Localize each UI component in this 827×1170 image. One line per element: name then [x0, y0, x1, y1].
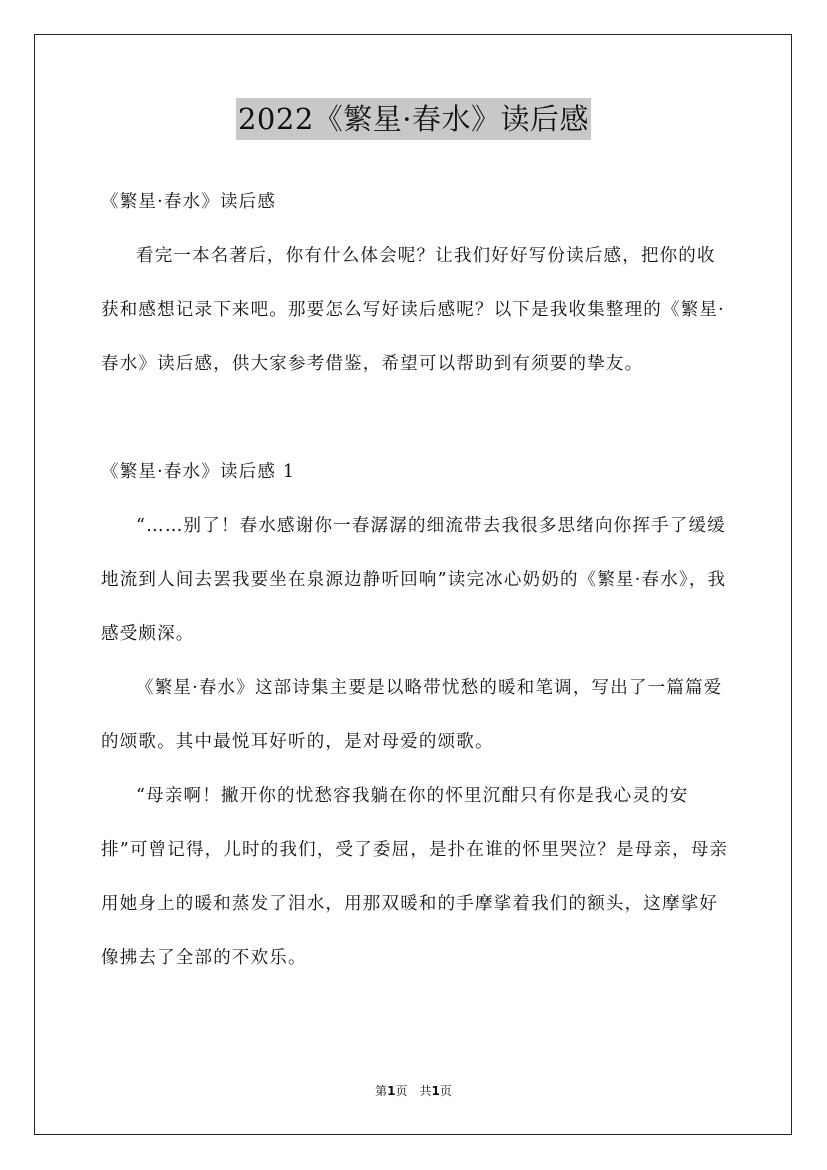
page-label-prefix: 第 — [375, 1084, 388, 1098]
page-footer — [0, 1082, 827, 1099]
body-paragraph: “母亲啊！撇开你的忧愁容我躺在你的怀里沉酣只有你是我心灵的安排”可曾记得，儿时的我们，受了委屈，是扑在谁的怀里哭泣？是母亲，母亲用她身上的暖和蒸发了泪水，用那双暖和的手摩挲着我们的额头，这摩挲好像拂去了全部的不欢乐。 — [101, 786, 729, 968]
document-body — [101, 175, 729, 985]
page-label-suffix: 页 — [439, 1084, 452, 1098]
document-title: 2022《繁星·春水》读后感 — [236, 98, 591, 140]
title-container — [0, 98, 827, 140]
body-paragraph: 《繁星·春水》这部诗集主要是以略带忧愁的暖和笔调，写出了一篇篇爱的颂歌。其中最悦耳好听的，是对母爱的颂歌。 — [101, 678, 723, 752]
page-label-mid: 页 共 — [395, 1084, 432, 1098]
total-pages-number: 1 — [431, 1084, 440, 1098]
current-page-number: 1 — [387, 1084, 396, 1098]
section-heading: 《繁星·春水》读后感 1 — [101, 462, 296, 482]
intro-paragraph: 看完一本名著后，你有什么体会呢？让我们好好写份读后感，把你的收获和感想记录下来吧。那要怎么写好读后感呢？以下是我收集整理的《繁星·春水》读后感，供大家参考借鉴，希望可以帮助到有须要的挚友。 — [101, 246, 725, 374]
body-paragraph: “……别了！春水感谢你一春潺潺的细流带去我很多思绪向你挥手了缓缓地流到人间去罢我要坐在泉源边静听回响”读完冰心奶奶的《繁星·春水》，我感受颇深。 — [101, 516, 727, 644]
section-spacer — [101, 391, 729, 445]
document-subtitle: 《繁星·春水》读后感 — [101, 192, 277, 212]
